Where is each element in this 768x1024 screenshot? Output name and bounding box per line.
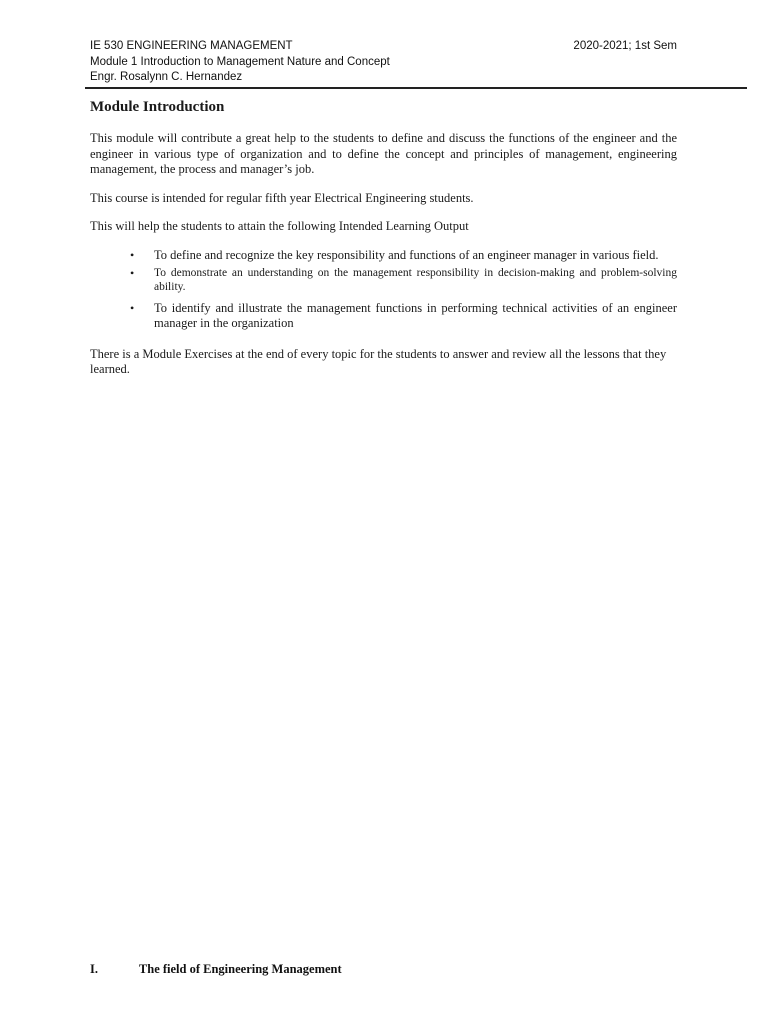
list-item-text: To define and recognize the key responsibility and functions of an engineer manager in various field.	[154, 247, 659, 262]
learning-outcomes-list	[90, 248, 677, 331]
module-introduction-heading: Module Introduction	[90, 99, 225, 115]
instructor-name: Engr. Rosalynn C. Hernandez	[90, 71, 243, 83]
exercises-paragraph: There is a Module Exercises at the end of every topic for the students to answer and review all the lessons that they learned.	[90, 346, 667, 376]
learning-output-intro: This will help the students to attain the following Intended Learning Output	[90, 219, 469, 233]
audience-paragraph: This course is intended for regular fifth year Electrical Engineering students.	[90, 190, 474, 205]
bullet-icon: •	[130, 247, 135, 262]
list-item-text: To identify and illustrate the management functions in performing technical activities of an engineer manager in the organization	[154, 300, 677, 330]
section-title: The field of Engineering Management	[138, 962, 342, 976]
page-header	[90, 39, 677, 86]
module-content	[90, 97, 677, 391]
section-number: I.	[90, 962, 98, 976]
list-item	[90, 248, 677, 263]
academic-term: 2020-2021; 1st Sem	[573, 40, 677, 52]
course-title: IE 530 ENGINEERING MANAGEMENT	[90, 40, 293, 52]
section-heading	[90, 962, 342, 977]
header-divider	[85, 87, 747, 89]
list-item	[90, 266, 677, 295]
module-subtitle: Module 1 Introduction to Management Nature and Concept	[90, 55, 390, 68]
list-item-text: To demonstrate an understanding on the management responsibility in decision-making and problem-solving ability.	[154, 266, 677, 293]
intro-paragraph: This module will contribute a great help to the students to define and discuss the functions of the engineer and the engineer in various type of organization and to define the concept and principles of management, engineering management, the process and manager’s job.	[90, 131, 677, 176]
header-top-row	[90, 39, 677, 55]
bullet-icon: •	[130, 300, 135, 315]
list-item	[90, 301, 677, 331]
bullet-icon: •	[130, 265, 135, 280]
